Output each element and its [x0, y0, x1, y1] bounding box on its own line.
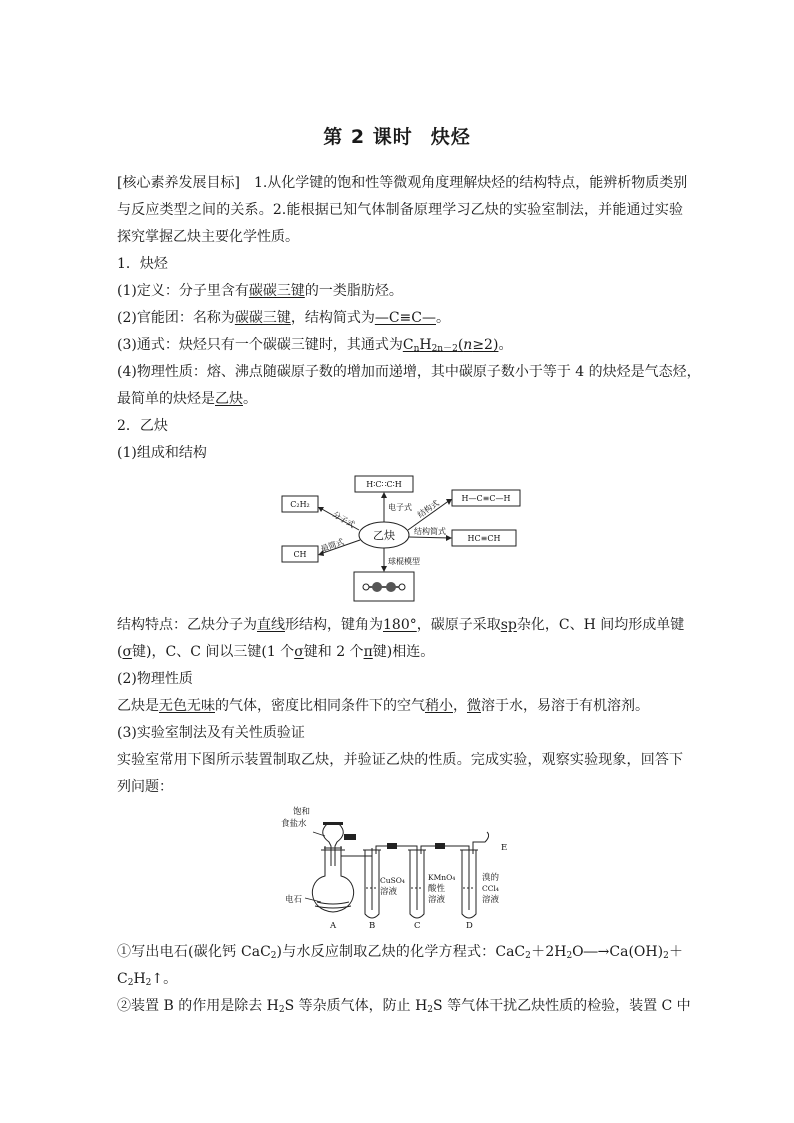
structure-features-2: (σ键)，C、C 间以三键(1 个σ键和 2 个π键)相连。: [117, 644, 435, 660]
answer-blank: 乙炔: [215, 391, 243, 407]
answer-blank: σ: [294, 644, 304, 660]
bromine-solution: 溶液: [482, 895, 500, 905]
structural-formula: H—C≡C—H: [461, 494, 511, 503]
question-2-line-1: ②装置 B 的作用是除去 $H_2S$ 等杂质气体，防止 $H_2S$ 等气体干扰乙炔性质的检验，装置 C 中: [117, 998, 691, 1015]
electron-formula: H∶C∷C∶H: [366, 480, 402, 489]
lesson-number: 第 2 课时: [323, 126, 413, 148]
water-label-1: 饱和: [293, 807, 311, 817]
kmno4-solution: 溶液: [428, 895, 446, 905]
structure-features-1: 结构特点：乙炔分子为直线形结构，键角为180°，碳原子采取sp杂化，C、H 间均形成单键: [117, 617, 685, 633]
carbide-label: 电石: [285, 895, 303, 905]
cuso4-label: CuSO₄: [380, 876, 405, 885]
outlet-e: [473, 832, 489, 854]
apparatus-a-label: A: [330, 921, 337, 931]
goals-text-3: 探究掌握乙炔主要化学性质。: [117, 229, 299, 245]
lab-intro-2: 列问题：: [117, 779, 173, 795]
condensed-formula-label: 结构简式: [414, 527, 446, 536]
molecular-formula-label: 分子式: [331, 509, 357, 530]
center-label: 乙炔: [373, 529, 395, 542]
answer-blank: 微: [467, 698, 481, 714]
answer-blank: 碳碳三键: [234, 310, 291, 326]
apparatus-c-label: C: [414, 921, 421, 931]
condensed-formula: HC≡CH: [467, 534, 501, 543]
simplest-formula-label: 最简式: [319, 537, 346, 554]
answer-blank: 180°: [383, 617, 417, 633]
electron-formula-label: 电子式: [388, 503, 412, 512]
water-label-2: 食盐水: [281, 819, 307, 829]
goals-line-2: [117, 200, 683, 220]
kmno4-label: KMnO₄: [428, 873, 456, 882]
subsection-composition: (1)组成和结构: [117, 445, 207, 461]
goals-text-2: 与反应类型之间的关系。2.能根据已知气体制备原理学习乙炔的实验室制法，并能通过实验: [117, 202, 683, 218]
apparatus-d-label: D: [466, 921, 473, 931]
answer-blank: $C_nH_{2n-2}(n\ge 2)$: [402, 337, 499, 354]
bromine-label: 溴的: [482, 873, 500, 883]
answer-blank: —C≡C—: [374, 310, 436, 326]
answer-blank: 稍小: [425, 698, 453, 714]
physical-properties-2: 最简单的炔烃是乙炔。: [117, 391, 257, 407]
funnel-body: [323, 824, 331, 866]
simplest-formula: CH: [293, 550, 307, 559]
ccl4-label: CCl₄: [482, 884, 499, 893]
kmno4-acidic: 酸性: [428, 884, 446, 894]
page-title: [0, 122, 794, 149]
cuso4-solution: 溶液: [380, 887, 398, 897]
structural-formula-label: 结构式: [415, 498, 441, 520]
apparatus-b-label: B: [369, 921, 376, 931]
molecular-formula: C₂H₂: [290, 500, 310, 509]
subsection-lab: (3)实验室制法及有关性质验证: [117, 725, 305, 741]
goals-line-3: [117, 227, 683, 247]
question-1-line-2: $C_2H_2↑$。: [117, 971, 178, 988]
goals-text-1: 1.从化学键的饱和性等微观角度理解炔烃的结构特点，能辨析物质类别: [253, 175, 688, 191]
lab-apparatus-diagram: [277, 806, 517, 932]
question-1-line-1: ①写出电石(碳化钙 CaC$_2$)与水反应制取乙炔的化学方程式：$CaC_2+2H_2O―\to Ca(OH)_2+$: [117, 944, 684, 961]
alkyne-definition: (1)定义：分子里含有碳碳三键的一类脂肪烃。: [117, 283, 403, 299]
model-label: 球棍模型: [388, 557, 420, 566]
acetylene-structure-diagram: [272, 472, 532, 604]
general-formula: (3)通式：炔烃只有一个碳碳三键时，其通式为$C_nH_{2n-2}(n\ge 2)$。: [117, 337, 513, 354]
answer-blank: π: [363, 644, 373, 660]
section-2-heading: 2．乙炔: [117, 418, 168, 434]
answer-blank: 碳碳三键: [248, 283, 305, 299]
functional-group: (2)官能团：名称为碳碳三键，结构简式为—C≡C—。: [117, 310, 450, 326]
goals-line-1: [117, 173, 688, 193]
outlet-e-label: E: [501, 843, 508, 853]
lesson-topic: 炔烃: [430, 126, 471, 148]
subsection-physical: (2)物理性质: [117, 671, 193, 687]
answer-blank: 无色无味: [159, 698, 215, 714]
answer-blank: σ: [122, 644, 133, 660]
answer-blank: 直线: [257, 617, 285, 633]
lab-intro-1: 实验室常用下图所示装置制取乙炔，并验证乙炔的性质。完成实验，观察实验现象，回答下: [117, 752, 683, 768]
acetylene-physical: 乙炔是无色无味的气体，密度比相同条件下的空气稍小，微溶于水，易溶于有机溶剂。: [117, 698, 649, 714]
section-1-heading: 1．炔烃: [117, 256, 168, 272]
physical-properties-1: (4)物理性质：熔、沸点随碳原子数的增加而递增，其中碳原子数小于等于 4 的炔烃是气态烃，: [117, 364, 701, 380]
goals-bracket: [核心素养发展目标]: [117, 175, 240, 191]
answer-blank: sp: [500, 617, 517, 633]
